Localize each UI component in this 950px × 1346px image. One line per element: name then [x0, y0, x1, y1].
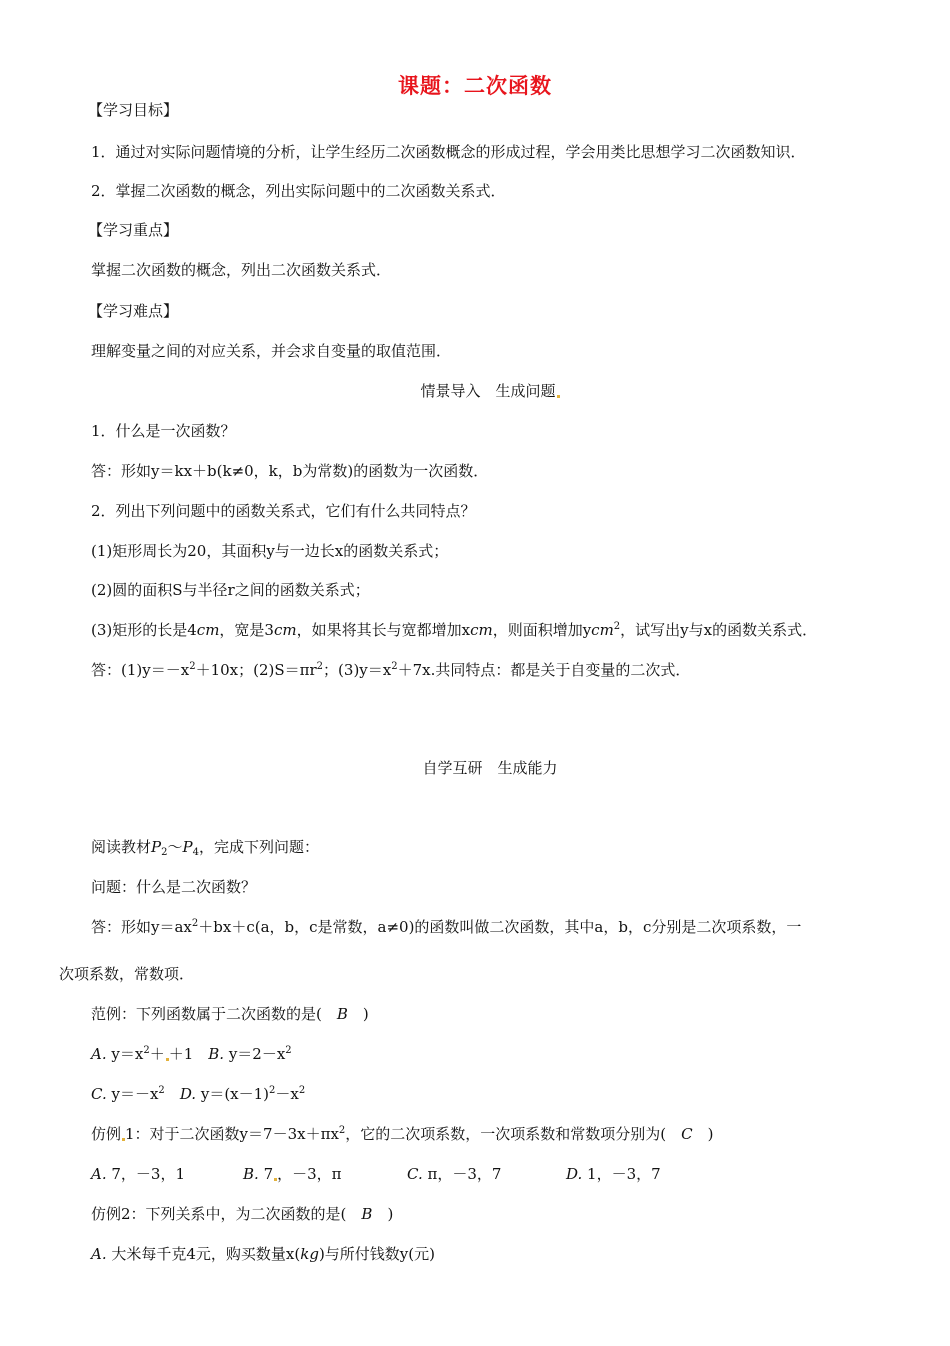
superscript: 2 — [269, 1085, 276, 1096]
text-run: 阅读教材 — [91, 838, 152, 856]
text-run: ，则面积增加y — [492, 621, 592, 639]
option-label: C. — [91, 1085, 107, 1103]
question-2: 2．列出下列问题中的函数关系式，它们有什么共同特点？ — [91, 502, 476, 520]
answer-2 — [91, 660, 690, 680]
answer-letter: B — [336, 1005, 348, 1023]
page-title: 课题：二次函数 — [398, 73, 552, 98]
answer-letter: B — [361, 1205, 373, 1223]
section-title-intro — [0, 381, 950, 401]
text-run: 7，－3，1 — [106, 1165, 186, 1183]
page-symbol: P — [182, 838, 193, 856]
subscript: 4 — [192, 847, 199, 858]
text-run: ，－3，π — [277, 1165, 342, 1183]
text-run: 7 — [258, 1165, 274, 1183]
text-run: ，试写出y与x的函数关系式． — [620, 621, 818, 639]
option-label: B. — [208, 1045, 225, 1063]
answer-1: 答：形如y＝kx＋b(k≠0，k，b为常数)的函数为一次函数． — [91, 462, 489, 480]
difficulty-heading: 【学习难点】 — [88, 302, 179, 320]
option-b — [243, 1164, 342, 1184]
reading-instruction — [91, 837, 319, 857]
question-2-part-1: (1)矩形周长为20，其面积y与一边长x的函数关系式； — [91, 542, 449, 560]
section-title-intro-text: 情景导入 生成问题 — [420, 382, 556, 400]
answer-definition-line-2: 次项系数，常数项． — [59, 965, 195, 983]
follow-up-2-question — [91, 1204, 393, 1224]
option-label: D. — [566, 1165, 583, 1183]
text-run: ＋10x；(2)S＝πr — [195, 661, 317, 679]
text-run: 仿例2：下列关系中，为二次函数的是( — [91, 1205, 362, 1223]
text-run — [165, 1085, 180, 1103]
subscript: 2 — [161, 847, 168, 858]
option-label: A. — [91, 1045, 107, 1063]
text-run: ，完成下列问题： — [198, 838, 319, 856]
superscript: 2 — [285, 1045, 292, 1056]
key-heading: 【学习重点】 — [88, 221, 179, 239]
text-run: 答：形如y＝ax — [91, 918, 192, 936]
unit-cm: cm — [470, 621, 493, 639]
goal-heading: 【学习目标】 — [88, 101, 179, 119]
unit-cm: cm — [273, 621, 297, 639]
example-options-cd — [91, 1084, 305, 1104]
text-run: －x — [275, 1085, 299, 1103]
option-label: B. — [243, 1165, 259, 1183]
text-run: 1，－3，7 — [582, 1165, 661, 1183]
option-a — [91, 1164, 185, 1184]
goal-item-2: 2．掌握二次函数的概念，列出实际问题中的二次函数关系式． — [91, 182, 506, 200]
text-run: ＋ — [149, 1045, 165, 1063]
marker-dot — [557, 395, 560, 398]
unit-cm: cm — [591, 621, 614, 639]
page-symbol: P — [151, 838, 162, 856]
superscript: 2 — [143, 1045, 150, 1056]
text-run: 大米每千克4元，购买数量x( — [106, 1245, 301, 1263]
text-run: 答：(1)y＝－x — [91, 661, 190, 679]
text-run: ) — [372, 1205, 394, 1223]
section-title-self-study — [0, 758, 950, 778]
text-run: y＝x — [106, 1045, 144, 1063]
superscript: 2 — [316, 661, 324, 672]
answer-definition-line-1 — [91, 917, 801, 937]
text-run: y＝－x — [106, 1085, 159, 1103]
section-title-self-study-text: 自学互研 生成能力 — [422, 759, 558, 777]
text-run: ，宽是3 — [219, 621, 274, 639]
text-run: ＋7x.共同特点：都是关于自变量的二次式． — [397, 661, 691, 679]
text-run: 范例：下列函数属于二次函数的是( — [91, 1005, 337, 1023]
text-run: y＝(x－1) — [196, 1085, 270, 1103]
superscript: 2 — [613, 621, 621, 632]
question-2-part-3 — [91, 620, 817, 640]
question-2-part-2: (2)圆的面积S与半径r之间的函数关系式； — [91, 581, 370, 599]
option-c — [407, 1164, 501, 1184]
option-label: C. — [407, 1165, 423, 1183]
superscript: 2 — [191, 918, 199, 929]
superscript: 2 — [338, 1125, 346, 1136]
text-run: ) — [347, 1005, 369, 1023]
text-run: 1：对于二次函数y＝7－3x＋πx — [125, 1125, 339, 1143]
question-1: 1．什么是一次函数？ — [91, 422, 236, 440]
unit-cm: cm — [196, 621, 220, 639]
unit-kg: kg — [300, 1245, 319, 1263]
option-d — [566, 1164, 661, 1184]
follow-up-1-question — [91, 1124, 713, 1144]
example-question — [91, 1004, 369, 1024]
superscript: 2 — [391, 661, 398, 672]
text-run: π，－3，7 — [422, 1165, 502, 1183]
follow-up-2-option-a — [91, 1244, 435, 1264]
text-run: (3)矩形的长是4 — [91, 621, 197, 639]
text-run: ；(3)y＝x — [323, 661, 392, 679]
text-run: ) — [692, 1125, 714, 1143]
text-run: ，它的二次项系数，一次项系数和常数项分别为( — [345, 1125, 682, 1143]
text-run: ＋bx＋c(a，b，c是常数，a≠0)的函数叫做二次函数，其中a，b，c分别是二次项系数，一 — [198, 918, 802, 936]
superscript: 2 — [298, 1085, 306, 1096]
question-definition: 问题：什么是二次函数？ — [91, 878, 257, 896]
text-run: 仿例 — [91, 1125, 122, 1143]
goal-item-1: 1．通过对实际问题情境的分析，让学生经历二次函数概念的形成过程，学会用类比思想学习二次函数知识． — [91, 143, 806, 161]
option-label: A. — [91, 1165, 107, 1183]
difficulty-text: 理解变量之间的对应关系，并会求自变量的取值范围． — [91, 342, 452, 360]
key-text: 掌握二次函数的概念，列出二次函数关系式． — [91, 261, 392, 279]
text-run: ～ — [167, 838, 183, 856]
answer-letter: C — [681, 1125, 693, 1143]
text-run: )与所付钱数y(元) — [318, 1245, 435, 1263]
option-label: D. — [179, 1085, 197, 1103]
option-label: A. — [91, 1245, 107, 1263]
text-run: ，如果将其长与宽都增加x — [296, 621, 471, 639]
text-run: y＝2－x — [224, 1045, 286, 1063]
example-options-ab — [91, 1044, 292, 1064]
superscript: 2 — [158, 1085, 165, 1096]
superscript: 2 — [189, 661, 196, 672]
text-run: ＋1 — [168, 1045, 209, 1063]
